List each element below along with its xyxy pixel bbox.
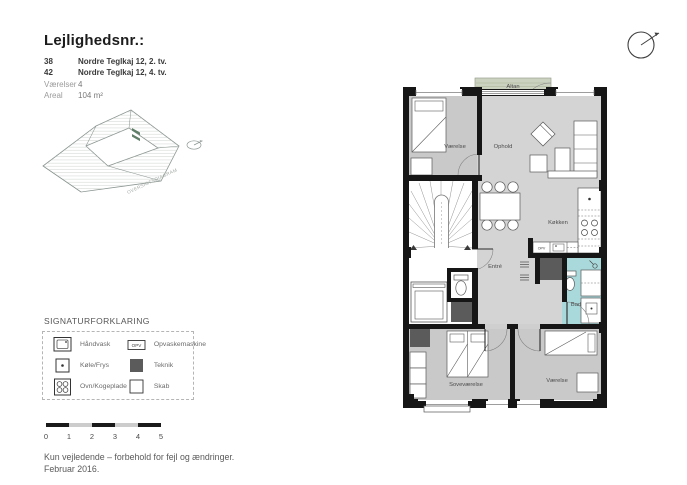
mini-compass-icon [187,141,202,150]
scale-bar-numbers [43,432,172,442]
legend-item [53,336,127,353]
legend-label: Skab [153,383,170,390]
legend-item [53,378,127,396]
dresser [411,158,432,175]
window [486,401,508,408]
unit-row [44,67,167,78]
dishwasher-label: OPV [537,246,546,251]
utility-icon [127,358,147,373]
window [556,89,594,96]
legend-item [53,358,127,373]
french-window [424,401,470,412]
window [517,401,540,408]
legend-label: Køle/Frys [80,362,110,369]
utility-box [410,327,430,347]
rooms-label: Værelser [44,80,77,89]
legend-box [42,331,206,400]
dishwasher-icon-text: OPV [131,342,142,348]
rooms-row [44,79,82,90]
wardrobe [410,352,426,398]
scale-tick: 0 [43,432,49,441]
scale-tick: 1 [66,432,72,441]
dining-table [480,193,520,220]
unit-row [44,56,167,67]
utility-box [451,302,472,322]
room-label-entry: Entré [488,264,502,270]
closet-icon [127,379,147,394]
legend-label: Håndvask [80,341,111,348]
utility-box [540,258,562,280]
unit-number: 42 [44,68,53,77]
room-label-kitchen: Køkken [548,220,568,226]
date-line: Februar 2016. [44,464,100,474]
legend-item [127,338,206,352]
bed-single-bottom [545,331,597,355]
room-label-balcony: Altan [506,84,520,90]
stove-icon [53,378,73,396]
side-table [530,155,547,172]
rooms-value: 4 [78,80,83,89]
bed-single-top [412,98,446,152]
window [416,89,462,96]
unit-address: Nordre Teglkaj 12, 4. tv. [78,68,167,77]
desk [577,373,598,392]
scale-tick: 3 [112,432,118,441]
room-label-living: Ophold [493,144,513,150]
legend-item [127,358,206,373]
room-label-bedroom: Soveværelse [449,382,483,388]
scale-tick: 5 [158,432,164,441]
north-compass-icon [622,26,668,66]
legend-label: Teknik [153,362,174,369]
area-value: 104 m² [78,91,103,100]
balcony-door [482,90,544,95]
bed-double [447,331,488,377]
elevator [411,282,447,322]
legend-label: Ovn/Kogeplade [80,383,127,390]
apartment-floorplan [398,76,610,414]
unit-address: Nordre Teglkaj 12, 2. tv. [78,57,167,66]
room-label-bath: Bad [570,302,582,308]
building-overview-diagram [36,104,214,206]
legend-title: SIGNATURFORKLARING [44,316,150,326]
area-row [44,90,103,101]
room-label-bottom: Værelse [546,378,568,384]
page-title: Lejlighedsnr.: [44,32,145,49]
disclaimer [44,451,234,475]
legend-label: Opvaskemaskine [153,341,206,348]
room-label-top: Værelse [444,144,466,150]
fridge-icon [588,198,591,201]
scale-tick: 4 [135,432,141,441]
overview-caption: OVERSIGTSDIAGRAM [126,167,178,195]
area-label: Areal [44,91,63,100]
disclaimer-line: Kun vejledende – forbehold for fejl og ændringer. [44,452,235,462]
legend-item [127,379,206,394]
unit-number: 38 [44,57,53,66]
scale-tick: 2 [89,432,95,441]
dishwasher-icon [127,338,147,352]
sink-icon [53,336,73,353]
fridge-icon [53,358,73,373]
scale-bar [46,423,161,427]
